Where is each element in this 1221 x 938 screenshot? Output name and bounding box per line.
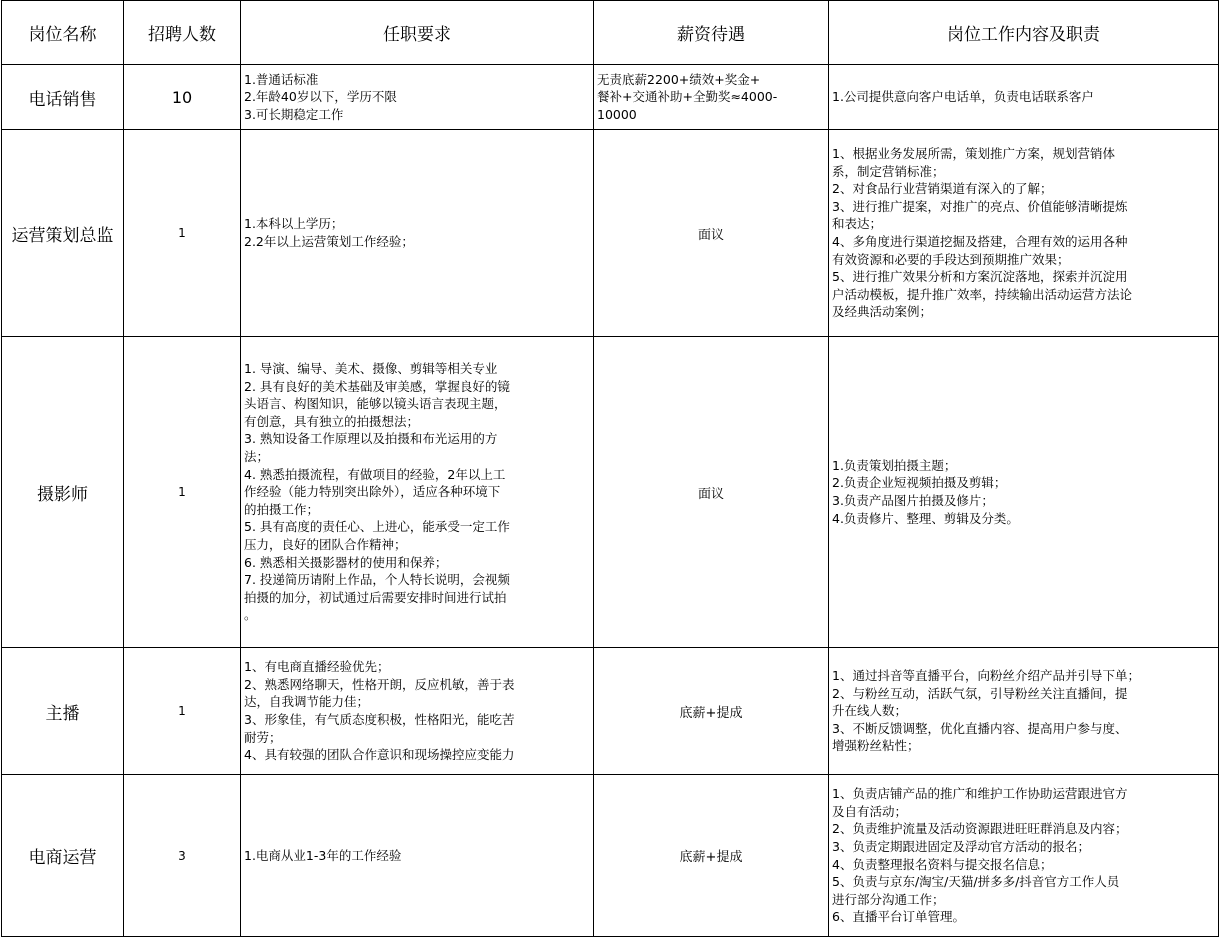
requirement-line: 达，自我调节能力佳；: [244, 694, 370, 710]
requirement-line: 拍摄的加分，初试通过后需要安排时间进行试拍: [244, 589, 507, 605]
requirements-cell: [241, 130, 594, 337]
requirement-line: 法；: [244, 449, 270, 465]
duties-cell: [829, 775, 1219, 937]
duty-line: 5、进行推广效果分析和方案沉淀落地，探索并沉淀用: [832, 269, 1128, 285]
count-cell: 1: [124, 648, 241, 775]
requirement-line: 有创意，具有独立的拍摄想法；: [244, 413, 420, 429]
requirement-line: 作经验（能力特别突出除外），适应各种环境下: [244, 484, 501, 500]
requirement-line: 6. 熟悉相关摄影器材的使用和保养；: [244, 554, 448, 570]
duties-cell: [829, 130, 1219, 337]
duties-cell: [829, 337, 1219, 648]
requirement-line: 3. 熟知设备工作原理以及拍摄和布光运用的方: [244, 431, 498, 447]
salary-cell: 面议: [594, 337, 829, 648]
table-row: [2, 65, 1219, 130]
requirement-line: 头语言、构图知识，能够以镜头语言表现主题，: [244, 396, 507, 412]
requirement-line: 2.年龄40岁以下，学历不限: [244, 89, 397, 105]
header-position: 岗位名称: [2, 1, 124, 65]
duty-line: 进行部分沟通工作；: [832, 891, 945, 907]
header-requirements: 任职要求: [241, 1, 594, 65]
requirement-line: 耐劳；: [244, 729, 282, 745]
salary-line: 餐补+交通补助+全勤奖≈4000-: [597, 89, 778, 105]
requirements-cell: [241, 648, 594, 775]
table-row: [2, 337, 1219, 648]
position-cell: 电话销售: [2, 65, 124, 130]
duty-line: 1.负责策划拍摄主题；: [832, 457, 957, 473]
requirement-line: 4、具有较强的团队合作意识和现场操控应变能力: [244, 747, 515, 763]
count-cell: 1: [124, 130, 241, 337]
duty-line: 3、负责定期跟进固定及浮动官方活动的报名；: [832, 838, 1090, 854]
position-cell: 摄影师: [2, 337, 124, 648]
table-row: [2, 648, 1219, 775]
recruitment-table: [1, 0, 1219, 937]
requirements-cell: [241, 337, 594, 648]
requirement-line: 压力，良好的团队合作精神；: [244, 536, 407, 552]
requirement-line: 7. 投递简历请附上作品，个人特长说明，会视频: [244, 572, 510, 588]
requirement-line: 1.电商从业1-3年的工作经验: [244, 847, 402, 863]
requirement-line: 1、有电商直播经验优先；: [244, 659, 390, 675]
position-cell: 主播: [2, 648, 124, 775]
duty-line: 升在线人数；: [832, 703, 908, 719]
salary-line: 无责底薪2200+绩效+奖金+: [597, 71, 761, 87]
count-cell: 1: [124, 337, 241, 648]
duty-line: 4、负责整理报名资料与提交报名信息；: [832, 856, 1053, 872]
duties-cell: [829, 648, 1219, 775]
header-row: [2, 1, 1219, 65]
requirements-cell: [241, 65, 594, 130]
requirement-line: 4. 熟悉拍摄流程，有做项目的经验，2年以上工: [244, 466, 506, 482]
duty-line: 1、根据业务发展所需，策划推广方案，规划营销体: [832, 146, 1115, 162]
duty-line: 3、不断反馈调整，优化直播内容、提高用户参与度、: [832, 720, 1128, 736]
duty-line: 有效资源和必要的手段达到预期推广效果；: [832, 251, 1070, 267]
duties-cell: [829, 65, 1219, 130]
duty-line: 2、对食品行业营销渠道有深入的了解；: [832, 181, 1053, 197]
duty-line: 5、负责与京东/淘宝/天猫/拼多多/抖音官方工作人员: [832, 874, 1120, 890]
duty-line: 1.公司提供意向客户电话单，负责电话联系客户: [832, 89, 1094, 105]
requirement-line: 3.可长期稳定工作: [244, 106, 344, 122]
count-cell: 3: [124, 775, 241, 937]
requirement-line: 2.2年以上运营策划工作经验；: [244, 234, 414, 249]
salary-cell: [594, 65, 829, 130]
requirement-line: 1. 导演、编导、美术、摄像、剪辑等相关专业: [244, 361, 498, 377]
table-row: [2, 130, 1219, 337]
duty-line: 4、多角度进行渠道挖掘及搭建，合理有效的运用各种: [832, 234, 1128, 249]
requirement-line: 5. 具有高度的责任心、上进心，能承受一定工作: [244, 519, 510, 535]
requirement-line: 1.普通话标准: [244, 71, 319, 87]
requirement-line: 3、形象佳，有气质态度积极，性格阳光，能吃苦: [244, 712, 515, 727]
duty-line: 户活动模板，提升推广效率，持续输出活动运营方法论: [832, 286, 1133, 302]
requirement-line: 2、熟悉网络聊天，性格开朗，反应机敏，善于表: [244, 676, 515, 692]
header-duties: 岗位工作内容及职责: [829, 1, 1219, 65]
requirement-line: 1.本科以上学历；: [244, 216, 344, 232]
duty-line: 2、与粉丝互动，活跃气氛，引导粉丝关注直播间，提: [832, 685, 1128, 701]
duty-line: 及经典活动案例；: [832, 304, 933, 320]
duty-line: 系，制定营销标准；: [832, 163, 945, 179]
duty-line: 1、负责店铺产品的推广和维护工作协助运营跟进官方: [832, 786, 1128, 802]
duty-line: 及自有活动；: [832, 803, 908, 819]
table-row: [2, 775, 1219, 937]
salary-cell: 底薪+提成: [594, 648, 829, 775]
count-cell: 10: [124, 65, 241, 130]
header-count: 招聘人数: [124, 1, 241, 65]
duty-line: 增强粉丝粘性；: [832, 738, 920, 754]
requirement-line: 2. 具有良好的美术基础及审美感，掌握良好的镜: [244, 378, 510, 394]
duty-line: 4.负责修片、整理、剪辑及分类。: [832, 510, 1019, 526]
header-salary: 薪资待遇: [594, 1, 829, 65]
duty-line: 3、进行推广提案，对推广的亮点、价值能够清晰提炼: [832, 198, 1128, 214]
duty-line: 1、通过抖音等直播平台，向粉丝介绍产品并引导下单；: [832, 668, 1140, 684]
salary-cell: 面议: [594, 130, 829, 337]
duty-line: 和表达；: [832, 216, 883, 232]
duty-line: 2.负责企业短视频拍摄及剪辑；: [832, 475, 1007, 491]
duty-line: 6、直播平台订单管理。: [832, 909, 965, 925]
position-cell: 运营策划总监: [2, 130, 124, 337]
duty-line: 3.负责产品图片拍摄及修片；: [832, 493, 994, 508]
salary-line: 10000: [597, 106, 637, 122]
duty-line: 2、负责维护流量及活动资源跟进旺旺群消息及内容；: [832, 821, 1128, 837]
requirement-line: 。: [244, 607, 257, 623]
salary-cell: 底薪+提成: [594, 775, 829, 937]
requirements-cell: [241, 775, 594, 937]
position-cell: 电商运营: [2, 775, 124, 937]
requirement-line: 的拍摄工作；: [244, 501, 320, 517]
